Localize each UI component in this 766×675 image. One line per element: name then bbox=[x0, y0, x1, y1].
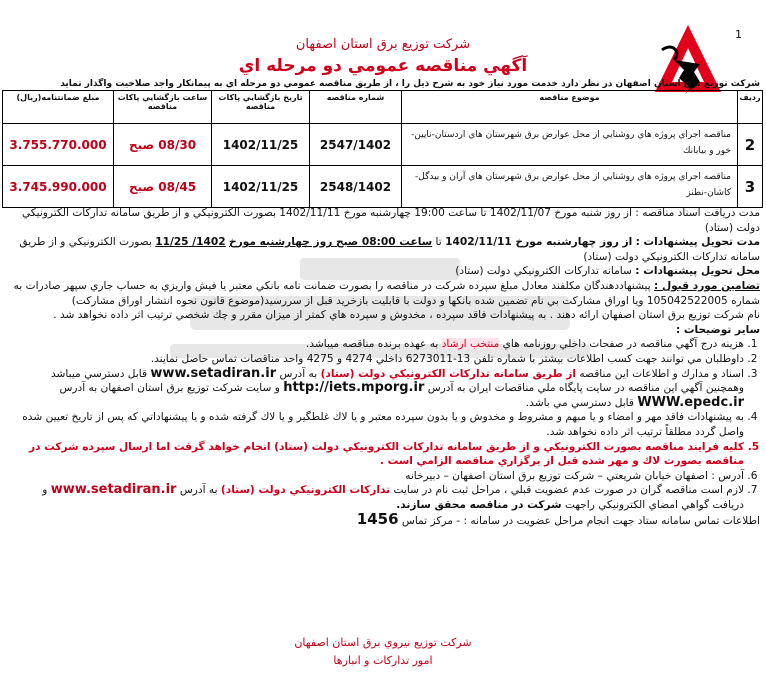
cell-amount: 3.755.770.000 bbox=[3, 124, 114, 166]
note-5: 5. كليه فرايند مناقصه بصورت الكترونيكي و از طريق سامانه تداركات الكترونيكي دولت (ستاد) انجام خواهد گرفت اما ارسال سپرده شركت در مناقصه بصورت لاك و مهر شده قبل از برگزاري مناقصه الزامي است . bbox=[10, 440, 744, 469]
cell-subject: مناقصه اجراي پروژه هاي روشنايي از محل عوارض برق شهرستان هاي آران و بيدگل-كاشان-نطنز bbox=[402, 166, 738, 208]
col-header-date: تاريخ بازگشايي پاكات مناقصه bbox=[212, 91, 310, 124]
col-header-subject: موضوع مناقصه bbox=[402, 91, 738, 124]
cell-time: 08/30 صبح bbox=[114, 124, 212, 166]
cell-number: 2548/1402 bbox=[310, 166, 402, 208]
company-name: شركت توزيع برق استان اصفهان bbox=[295, 37, 471, 52]
cell-amount: 3.745.990.000 bbox=[3, 166, 114, 208]
footer-department: امور تداركات و انبارها bbox=[333, 654, 433, 667]
cell-date: 1402/11/25 bbox=[212, 166, 310, 208]
epedc-link[interactable]: WWW.epedc.ir bbox=[637, 394, 744, 410]
col-header-number: شماره مناقصه bbox=[310, 91, 402, 124]
table-row bbox=[3, 124, 763, 166]
setadiran-link[interactable]: www.setadiran.ir bbox=[150, 365, 277, 381]
cell-row: 2 bbox=[738, 124, 763, 166]
other-notes-heading: ساير توضيحات : bbox=[675, 323, 760, 336]
notes-list bbox=[10, 337, 760, 512]
cell-subject: مناقصه اجراي پروژه هاي روشنايي از محل عوارض برق شهرستان هاي اردستان-نايين-خور و بيابانك bbox=[402, 124, 738, 166]
col-header-amount: مبلغ ضمانتنامه(ريال) bbox=[3, 91, 114, 124]
note-2: 2. داوطلبان مي توانند جهت كسب اطلاعات بيشتر با شماره تلفن 13-6273011 داخلي 4274 و 4275 واحد مناقصات تماس حاصل نمايند. bbox=[10, 352, 744, 367]
tender-table bbox=[2, 90, 763, 208]
setadiran-link-2[interactable]: www.setadiran.ir bbox=[50, 482, 177, 498]
newspaper-highlight: منتخب ارشاد bbox=[441, 338, 500, 351]
cell-row: 3 bbox=[738, 166, 763, 208]
notice-body bbox=[10, 206, 760, 529]
notice-intro: شركت توزيع برق استان اصفهان در نظر دارد خدمت مورد نياز خود به شرح ذيل را ، از طريق مناقصه عمومي دو مرحله اي به پيمانكار واجد صلاحيت واگذار نمايد bbox=[60, 79, 760, 89]
doc-period: مدت دريافت اسناد مناقصه : از روز شنبه مورخ 1402/11/07 تا ساعت 19:00 چهارشنبه مورخ 1402/11/11 بصورت الكترونيكي و از طريق سامانه تداركات الكترونيكي دولت (ستاد) bbox=[21, 207, 760, 234]
col-header-row: رديف bbox=[738, 91, 763, 124]
note-6: 6. آدرس : اصفهان خيابان شريعتي – شركت توزيع برق استان اصفهان – دبيرخانه bbox=[10, 469, 744, 484]
cell-time: 08/45 صبح bbox=[114, 166, 212, 208]
contact-info: اطلاعات تماس سامانه ستاد جهت انجام مراحل عضويت در سامانه : - مركز تماس 1456 bbox=[356, 510, 760, 529]
table-header-row bbox=[3, 91, 763, 124]
accepted-guarantees: تضامين مورد قبول : پيشنهاددهندگان مكلفند معادل مبلغ سپرده شركت در مناقصه را بصورت ضمانت نامه بانكي معتبر يا فيش واريزي به حساب جاري سپهر صادرات به شماره 105042522005 ويا اوراق مشاركت بي نام تضمين شده بانكها و دولت با قابليت بازخريد قبل از سررسيد(موضوع قانون نحوه انتشار اوراق مشاركت) bbox=[13, 279, 760, 307]
cell-date: 1402/11/25 bbox=[212, 124, 310, 166]
note-1: 1. هزينه درج آگهي مناقصه در صفحات داخلي روزنامه هاي منتخب ارشاد به عهده برنده مناقصه ميباشد. bbox=[10, 337, 744, 352]
note-3: 3. اسناد و مدارك و اطلاعات اين مناقصه از طريق سامانه تداركات الكترونيكي دولت (ستاد) به آدرس www.setadiran.ir قابل دسترسي ميباشد وهمچنين آگهي اين مناقصه در سايت پايگاه ملي مناقصات ايران به آدرس http://iets.mporg.ir و سايت شركت توزيع برق استان اصفهان به آدرس WWW.epedc.ir قابل دسترسي مي باشد. bbox=[10, 367, 744, 411]
cell-number: 2547/1402 bbox=[310, 124, 402, 166]
col-header-time: ساعت بازگشايي پاكات مناقصه bbox=[114, 91, 212, 124]
contact-number: 1456 bbox=[356, 510, 399, 529]
iets-link[interactable]: http://iets.mporg.ir bbox=[283, 380, 425, 396]
table-row bbox=[3, 166, 763, 208]
notice-title: آگهي مناقصه عمومي دو مرحله اي bbox=[238, 56, 528, 76]
submission-period: مدت تحويل پيشنهادات : از روز چهارشنبه مورخ 1402/11/11 تا ساعت 08:00 صبح روز چهارشنبه مورخ 1402/ 11/25 بصورت الكترونيكي و از طريق سامانه تداركات الكترونيكي دولت (ستاد) bbox=[19, 236, 760, 263]
note-4: 4. به پيشنهادات فاقد مهر و امضاء و يا مبهم و مشروط و مخدوش و يا بدون سپرده معتبر و يا لاك غلطگير و يا لاك گرفته شده و يا پيشنهاداتي كه پس از تاريخ تعيين شده واصل گردد مطلقاً ترتيب اثر داده نخواهد شد. bbox=[10, 410, 744, 439]
footer-company: شركت توزيع نيروي برق استان اصفهان bbox=[294, 636, 472, 649]
rights-clause: نام شركت توزيع برق استان اصفهان ارائه دهند . به پيشنهادات فاقد سپرده ، مخدوش و سپرده هاي كمتر از ميزان مقرر و چك شخصي ترتيب اثر داده نخواهد شد . bbox=[53, 309, 760, 322]
note-7: 7. لازم است مناقصه گران در صورت عدم عضويت قبلي ، مراحل ثبت نام در سايت تداركات الكترونيكي دولت (ستاد) به آدرس www.setadiran.ir و دريافت گواهي امضاي الكترونيكي راجهت شركت در مناقصه محقق سازند. bbox=[10, 483, 744, 512]
page-number: 1 bbox=[735, 28, 742, 41]
delivery-place: محل تحويل پيشنهادات : سامانه تداركات الكترونيكي دولت (ستاد) bbox=[455, 265, 760, 278]
